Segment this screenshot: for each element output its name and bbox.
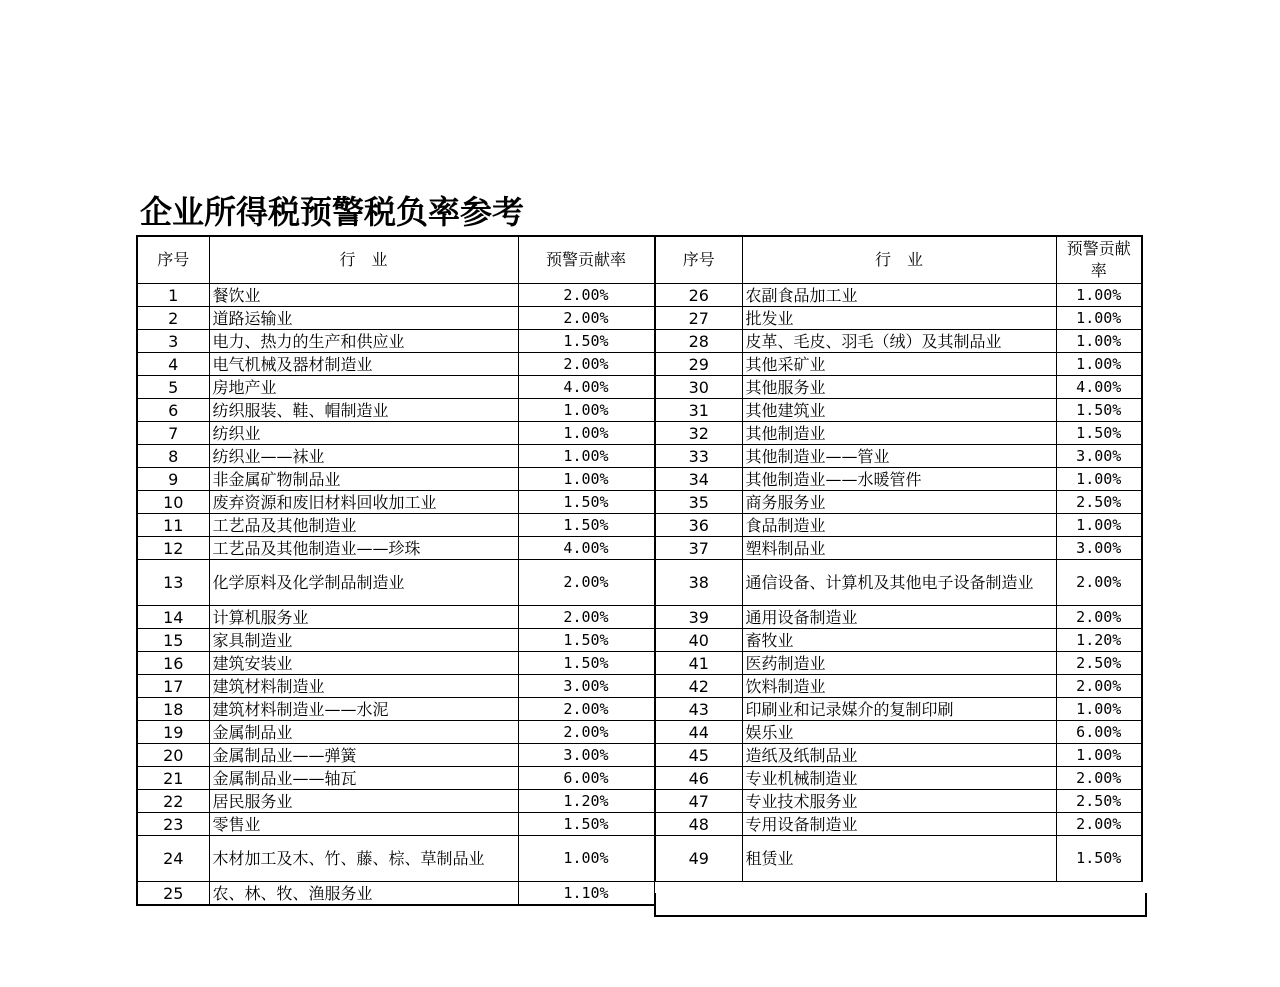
row-number: 3 xyxy=(137,330,209,353)
row-number: 24 xyxy=(137,836,209,882)
warning-rate: 2.50% xyxy=(1056,652,1142,675)
row-number: 34 xyxy=(655,468,742,491)
warning-rate: 1.50% xyxy=(518,629,654,652)
industry-name: 商务服务业 xyxy=(742,491,1056,514)
table-row xyxy=(137,882,654,906)
table-row xyxy=(137,698,654,721)
warning-rate: 6.00% xyxy=(1056,721,1142,744)
table-row xyxy=(137,468,654,491)
row-number: 25 xyxy=(137,882,209,906)
page-title: 企业所得税预警税负率参考 xyxy=(140,193,525,231)
industry-name: 电力、热力的生产和供应业 xyxy=(209,330,518,353)
warning-rate: 1.50% xyxy=(518,813,654,836)
row-number: 42 xyxy=(655,675,742,698)
industry-name: 建筑材料制造业 xyxy=(209,675,518,698)
header-row xyxy=(137,236,654,284)
industry-name: 废弃资源和废旧材料回收加工业 xyxy=(209,491,518,514)
table-row xyxy=(655,330,1142,353)
table-row xyxy=(137,514,654,537)
table-row xyxy=(655,491,1142,514)
warning-rate: 1.50% xyxy=(518,330,654,353)
warning-rate: 2.50% xyxy=(1056,790,1142,813)
table-row xyxy=(655,353,1142,376)
table-row xyxy=(655,606,1142,629)
warning-rate: 2.00% xyxy=(1056,606,1142,629)
table-row xyxy=(655,422,1142,445)
row-number: 39 xyxy=(655,606,742,629)
industry-name: 计算机服务业 xyxy=(209,606,518,629)
header-no: 序号 xyxy=(655,236,742,284)
warning-rate: 4.00% xyxy=(518,537,654,560)
industry-name: 工艺品及其他制造业——珍珠 xyxy=(209,537,518,560)
table-row xyxy=(655,721,1142,744)
warning-rate: 1.00% xyxy=(1056,307,1142,330)
warning-rate: 2.00% xyxy=(518,560,654,606)
row-number: 18 xyxy=(137,698,209,721)
row-number: 26 xyxy=(655,284,742,307)
table-row xyxy=(137,813,654,836)
industry-name: 金属制品业——轴瓦 xyxy=(209,767,518,790)
table-row xyxy=(655,836,1142,882)
warning-rate: 1.00% xyxy=(1056,353,1142,376)
industry-name: 其他采矿业 xyxy=(742,353,1056,376)
table-row xyxy=(137,307,654,330)
header-row xyxy=(655,236,1142,284)
row-number: 4 xyxy=(137,353,209,376)
row-number: 28 xyxy=(655,330,742,353)
table-row xyxy=(137,629,654,652)
warning-rate: 1.50% xyxy=(1056,422,1142,445)
warning-rate: 1.00% xyxy=(518,445,654,468)
row-number: 15 xyxy=(137,629,209,652)
industry-name: 专业技术服务业 xyxy=(742,790,1056,813)
industry-name: 建筑材料制造业——水泥 xyxy=(209,698,518,721)
industry-name: 其他服务业 xyxy=(742,376,1056,399)
warning-rate: 6.00% xyxy=(518,767,654,790)
row-number: 13 xyxy=(137,560,209,606)
industry-name: 租赁业 xyxy=(742,836,1056,882)
table-row xyxy=(137,767,654,790)
warning-rate: 2.00% xyxy=(518,721,654,744)
row-number: 27 xyxy=(655,307,742,330)
table-row xyxy=(137,721,654,744)
row-number: 5 xyxy=(137,376,209,399)
table-row xyxy=(137,353,654,376)
row-number: 43 xyxy=(655,698,742,721)
left-table xyxy=(136,235,655,906)
table-row xyxy=(655,284,1142,307)
industry-name: 金属制品业——弹簧 xyxy=(209,744,518,767)
industry-name: 通信设备、计算机及其他电子设备制造业 xyxy=(742,560,1056,606)
industry-name: 医药制造业 xyxy=(742,652,1056,675)
industry-name: 专业机械制造业 xyxy=(742,767,1056,790)
table-row xyxy=(655,537,1142,560)
table-row xyxy=(655,698,1142,721)
industry-name: 农、林、牧、渔服务业 xyxy=(209,882,518,906)
industry-name: 其他制造业 xyxy=(742,422,1056,445)
industry-name: 家具制造业 xyxy=(209,629,518,652)
warning-rate: 2.00% xyxy=(1056,560,1142,606)
table-row xyxy=(655,813,1142,836)
row-number: 8 xyxy=(137,445,209,468)
industry-name: 电气机械及器材制造业 xyxy=(209,353,518,376)
row-number: 19 xyxy=(137,721,209,744)
row-number: 35 xyxy=(655,491,742,514)
warning-rate: 1.00% xyxy=(1056,330,1142,353)
row-number: 9 xyxy=(137,468,209,491)
industry-name: 居民服务业 xyxy=(209,790,518,813)
header-industry: 行 业 xyxy=(742,236,1056,284)
warning-rate: 2.00% xyxy=(518,698,654,721)
warning-rate: 1.50% xyxy=(518,652,654,675)
industry-name: 餐饮业 xyxy=(209,284,518,307)
warning-rate: 4.00% xyxy=(1056,376,1142,399)
industry-name: 食品制造业 xyxy=(742,514,1056,537)
warning-rate: 2.00% xyxy=(1056,813,1142,836)
row-number: 41 xyxy=(655,652,742,675)
industry-name: 其他制造业——管业 xyxy=(742,445,1056,468)
row-number: 12 xyxy=(137,537,209,560)
industry-name: 化学原料及化学制品制造业 xyxy=(209,560,518,606)
right-table xyxy=(654,235,1143,882)
row-number: 11 xyxy=(137,514,209,537)
row-number: 31 xyxy=(655,399,742,422)
table-row xyxy=(137,445,654,468)
tax-rate-sheet xyxy=(136,235,1145,917)
row-number: 49 xyxy=(655,836,742,882)
industry-name: 饮料制造业 xyxy=(742,675,1056,698)
warning-rate: 2.00% xyxy=(518,606,654,629)
warning-rate: 1.50% xyxy=(1056,399,1142,422)
row-number: 40 xyxy=(655,629,742,652)
table-row xyxy=(137,422,654,445)
warning-rate: 1.00% xyxy=(1056,468,1142,491)
row-number: 45 xyxy=(655,744,742,767)
warning-rate: 3.00% xyxy=(1056,537,1142,560)
warning-rate: 3.00% xyxy=(1056,445,1142,468)
table-row xyxy=(655,744,1142,767)
table-row xyxy=(137,284,654,307)
row-number: 36 xyxy=(655,514,742,537)
table-row xyxy=(137,606,654,629)
industry-name: 其他制造业——水暖管件 xyxy=(742,468,1056,491)
row-number: 16 xyxy=(137,652,209,675)
table-row xyxy=(137,376,654,399)
industry-name: 道路运输业 xyxy=(209,307,518,330)
industry-name: 皮革、毛皮、羽毛（绒）及其制品业 xyxy=(742,330,1056,353)
warning-rate: 2.50% xyxy=(1056,491,1142,514)
warning-rate: 2.00% xyxy=(518,307,654,330)
industry-name: 纺织服装、鞋、帽制造业 xyxy=(209,399,518,422)
industry-name: 零售业 xyxy=(209,813,518,836)
warning-rate: 1.50% xyxy=(518,491,654,514)
warning-rate: 1.20% xyxy=(518,790,654,813)
row-number: 44 xyxy=(655,721,742,744)
header-rate: 预警贡献率 xyxy=(1056,236,1142,284)
row-number: 33 xyxy=(655,445,742,468)
table-row xyxy=(655,468,1142,491)
industry-name: 娱乐业 xyxy=(742,721,1056,744)
table-row xyxy=(655,376,1142,399)
table-row xyxy=(137,399,654,422)
warning-rate: 1.00% xyxy=(1056,698,1142,721)
warning-rate: 1.00% xyxy=(1056,514,1142,537)
table-row xyxy=(137,652,654,675)
row-number: 1 xyxy=(137,284,209,307)
industry-name: 工艺品及其他制造业 xyxy=(209,514,518,537)
table-row xyxy=(655,767,1142,790)
row-number: 29 xyxy=(655,353,742,376)
row-number: 7 xyxy=(137,422,209,445)
industry-name: 纺织业 xyxy=(209,422,518,445)
industry-name: 木材加工及木、竹、藤、棕、草制品业 xyxy=(209,836,518,882)
row-number: 30 xyxy=(655,376,742,399)
empty-cell xyxy=(654,893,1147,917)
industry-name: 造纸及纸制品业 xyxy=(742,744,1056,767)
table-row xyxy=(137,560,654,606)
industry-name: 专用设备制造业 xyxy=(742,813,1056,836)
warning-rate: 1.50% xyxy=(518,514,654,537)
industry-name: 房地产业 xyxy=(209,376,518,399)
table-row xyxy=(655,675,1142,698)
warning-rate: 1.00% xyxy=(518,399,654,422)
warning-rate: 1.10% xyxy=(518,882,654,906)
industry-name: 建筑安装业 xyxy=(209,652,518,675)
industry-name: 农副食品加工业 xyxy=(742,284,1056,307)
table-row xyxy=(137,790,654,813)
industry-name: 通用设备制造业 xyxy=(742,606,1056,629)
table-row xyxy=(655,790,1142,813)
row-number: 37 xyxy=(655,537,742,560)
table-row xyxy=(137,675,654,698)
industry-name: 金属制品业 xyxy=(209,721,518,744)
industry-name: 其他建筑业 xyxy=(742,399,1056,422)
row-number: 14 xyxy=(137,606,209,629)
row-number: 2 xyxy=(137,307,209,330)
row-number: 46 xyxy=(655,767,742,790)
warning-rate: 1.50% xyxy=(1056,836,1142,882)
header-industry: 行 业 xyxy=(209,236,518,284)
header-no: 序号 xyxy=(137,236,209,284)
row-number: 32 xyxy=(655,422,742,445)
warning-rate: 4.00% xyxy=(518,376,654,399)
warning-rate: 3.00% xyxy=(518,744,654,767)
industry-name: 塑料制品业 xyxy=(742,537,1056,560)
table-row xyxy=(655,629,1142,652)
row-number: 22 xyxy=(137,790,209,813)
table-row xyxy=(137,491,654,514)
table-row xyxy=(655,445,1142,468)
warning-rate: 1.00% xyxy=(1056,284,1142,307)
row-number: 17 xyxy=(137,675,209,698)
industry-name: 批发业 xyxy=(742,307,1056,330)
row-number: 38 xyxy=(655,560,742,606)
row-number: 10 xyxy=(137,491,209,514)
row-number: 20 xyxy=(137,744,209,767)
industry-name: 纺织业——袜业 xyxy=(209,445,518,468)
warning-rate: 2.00% xyxy=(1056,675,1142,698)
warning-rate: 1.00% xyxy=(518,468,654,491)
warning-rate: 2.00% xyxy=(518,353,654,376)
table-row xyxy=(655,652,1142,675)
table-row xyxy=(137,330,654,353)
warning-rate: 2.00% xyxy=(1056,767,1142,790)
warning-rate: 1.20% xyxy=(1056,629,1142,652)
row-number: 23 xyxy=(137,813,209,836)
warning-rate: 1.00% xyxy=(518,422,654,445)
table-row xyxy=(137,537,654,560)
row-number: 47 xyxy=(655,790,742,813)
industry-name: 印刷业和记录媒介的复制印刷 xyxy=(742,698,1056,721)
table-row xyxy=(655,399,1142,422)
industry-name: 畜牧业 xyxy=(742,629,1056,652)
table-row xyxy=(655,560,1142,606)
warning-rate: 1.00% xyxy=(1056,744,1142,767)
header-rate: 预警贡献率 xyxy=(518,236,654,284)
row-number: 48 xyxy=(655,813,742,836)
warning-rate: 2.00% xyxy=(518,284,654,307)
row-number: 6 xyxy=(137,399,209,422)
table-row xyxy=(137,836,654,882)
warning-rate: 1.00% xyxy=(518,836,654,882)
table-row xyxy=(655,307,1142,330)
table-row xyxy=(137,744,654,767)
table-row xyxy=(655,514,1142,537)
industry-name: 非金属矿物制品业 xyxy=(209,468,518,491)
row-number: 21 xyxy=(137,767,209,790)
warning-rate: 3.00% xyxy=(518,675,654,698)
